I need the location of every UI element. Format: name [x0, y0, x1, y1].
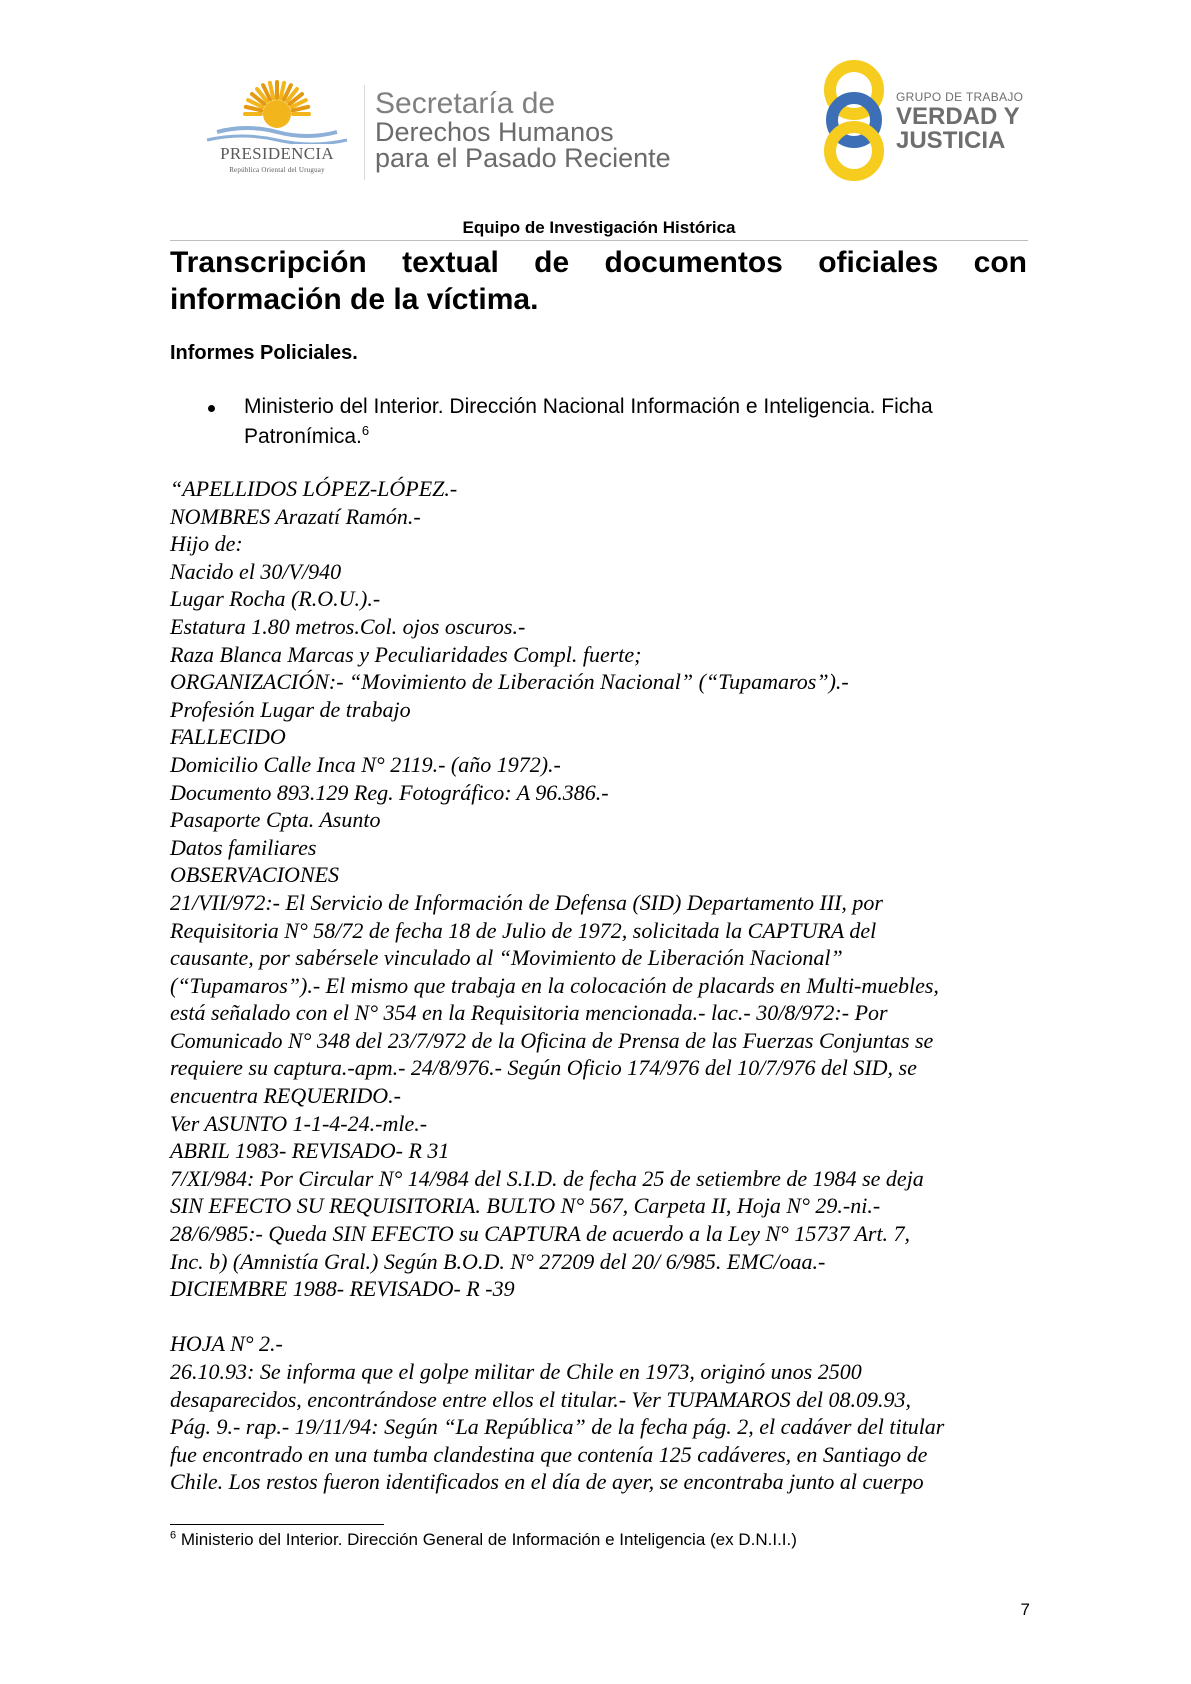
secretaria-line-1: Secretaría de: [375, 87, 556, 120]
transcription-line: FALLECIDO: [170, 724, 286, 750]
transcription-line: Estatura 1.80 metros.Col. ojos oscuros.-: [170, 613, 526, 639]
transcription-line: ABRIL 1983- REVISADO- R 31: [170, 1138, 450, 1164]
transcription-line: Lugar Rocha (R.O.U.).-: [170, 586, 381, 612]
transcription-line: (“Tupamaros”).- El mismo que trabaja en la colocación de placards en Multi-muebles,: [170, 972, 939, 998]
transcription-line: Inc. b) (Amnistía Gral.) Según B.O.D. N° 27209 del 20/ 6/985. EMC/oaa.-: [170, 1248, 826, 1274]
logo-divider: [364, 85, 365, 180]
team-header: Equipo de Investigación Histórica: [462, 218, 736, 237]
secretaria-logo-text: [375, 88, 671, 172]
transcription-line: Chile. Los restos fueron identificados en el día de ayer, se encontraba junto al cuerpo: [170, 1469, 924, 1495]
transcription-line: 21/VII/972:- El Servicio de Información de Defensa (SID) Departamento III, por: [170, 889, 883, 915]
wave-line: [207, 136, 347, 144]
transcription-line: Hijo de:: [170, 531, 243, 557]
transcription-line: Nacido el 30/V/940: [170, 558, 342, 584]
transcription-line: SIN EFECTO SU REQUISITORIA. BULTO N° 567, Carpeta II, Hoja N° 29.-ni.-: [170, 1193, 881, 1219]
section-heading: Informes Policiales.: [170, 342, 358, 364]
transcription-line: Comunicado N° 348 del 23/7/972 de la Oficina de Prensa de las Fuerzas Conjuntas se: [170, 1027, 934, 1053]
footnote-rule: [170, 1524, 384, 1525]
bullet-text: Ministerio del Interior. Dirección Nacional Información e Inteligencia. Ficha Patronímica.: [244, 395, 933, 448]
grupo-label: GRUPO DE TRABAJO: [896, 90, 1024, 104]
transcription-line: requiere su captura.-apm.- 24/8/976.- Según Oficio 174/976 del 10/7/976 del SID, se: [170, 1055, 917, 1081]
bullet-dot: [208, 405, 215, 412]
transcription-line: 7/XI/984: Por Circular N° 14/984 del S.I.D. de fecha 25 de setiembre de 1984 se deja: [170, 1165, 924, 1191]
footnote-number: 6: [170, 1529, 177, 1542]
transcription-line: Pág. 9.- rap.- 19/11/94: Según “La República” de la fecha pág. 2, el cadáver del titular: [170, 1414, 945, 1440]
transcription-line: 28/6/985:- Queda SIN EFECTO su CAPTURA de acuerdo a la Ley N° 15737 Art. 7,: [170, 1221, 911, 1247]
transcription-line: encuentra REQUERIDO.-: [170, 1083, 401, 1109]
transcription-line: ORGANIZACIÓN:- “Movimiento de Liberación Nacional” (“Tupamaros”).-: [170, 669, 849, 695]
secretaria-line-2: Derechos Humanos: [375, 117, 614, 147]
blank-line: [170, 1303, 1020, 1331]
transcription-line: causante, por sabérsele vinculado al “Movimiento de Liberación Nacional”: [170, 945, 843, 971]
transcription-line: Ver ASUNTO 1-1-4-24.-mle.-: [170, 1110, 428, 1136]
transcription-line: “APELLIDOS LÓPEZ-LÓPEZ.-: [170, 476, 458, 501]
transcription-line: Domicilio Calle Inca N° 2119.- (año 1972).-: [170, 751, 561, 777]
transcription-line: HOJA N° 2.-: [170, 1331, 283, 1357]
header-rule: [170, 240, 1028, 241]
transcription-line: está señalado con el N° 354 en la Requisitoria mencionada.- lac.- 30/8/972:- Por: [170, 1000, 888, 1026]
transcription-line: NOMBRES Arazatí Ramón.-: [170, 503, 421, 529]
presidencia-logo: [197, 80, 357, 180]
transcription-line: Datos familiares: [170, 834, 317, 860]
transcription-line: Pasaporte Cpta. Asunto: [170, 807, 381, 833]
transcription-line: Documento 893.129 Reg. Fotográfico: A 96.386.-: [170, 779, 609, 805]
transcription-line: fue encontrado en una tumba clandestina que contenía 125 cadáveres, en Santiago de: [170, 1441, 928, 1467]
verdad-justicia-logo: [820, 58, 1040, 183]
footnote: [170, 1530, 797, 1550]
document-title: Transcripción textual de documentos oficiales con información de la víctima.: [170, 246, 1027, 316]
transcription-line: desaparecidos, encontrándose entre ellos el titular.- Ver TUPAMAROS del 08.09.93,: [170, 1386, 911, 1412]
page-number: 7: [1020, 1600, 1030, 1619]
sun-core: [263, 100, 291, 128]
transcription-line: Requisitoria N° 58/72 de fecha 18 de Julio de 1972, solicitada la CAPTURA del: [170, 917, 877, 943]
presidencia-subtitle: República Oriental del Uruguay: [229, 166, 325, 174]
footnote-text: Ministerio del Interior. Dirección General de Información e Inteligencia (ex D.N.I.I.): [180, 1530, 797, 1549]
footnote-reference[interactable]: 6: [361, 423, 370, 438]
transcription-line: Raza Blanca Marcas y Peculiaridades Compl. fuerte;: [170, 641, 642, 667]
bullet-text-container: [244, 392, 1004, 452]
grupo-name-line-2: JUSTICIA: [896, 127, 1006, 154]
sun-emblem-icon: [197, 80, 357, 144]
transcription-line: DICIEMBRE 1988- REVISADO- R -39: [170, 1276, 515, 1302]
linked-rings-icon: [820, 58, 890, 183]
transcription-body: [170, 475, 1020, 1496]
transcription-line: OBSERVACIONES: [170, 862, 340, 888]
secretaria-line-3: para el Pasado Reciente: [375, 143, 671, 173]
grupo-name-line-1: VERDAD Y: [896, 103, 1020, 130]
transcription-line: Profesión Lugar de trabajo: [170, 696, 411, 722]
transcription-line: 26.10.93: Se informa que el golpe militar de Chile en 1973, originó unos 2500: [170, 1359, 862, 1384]
presidencia-name: PRESIDENCIA: [220, 144, 334, 163]
